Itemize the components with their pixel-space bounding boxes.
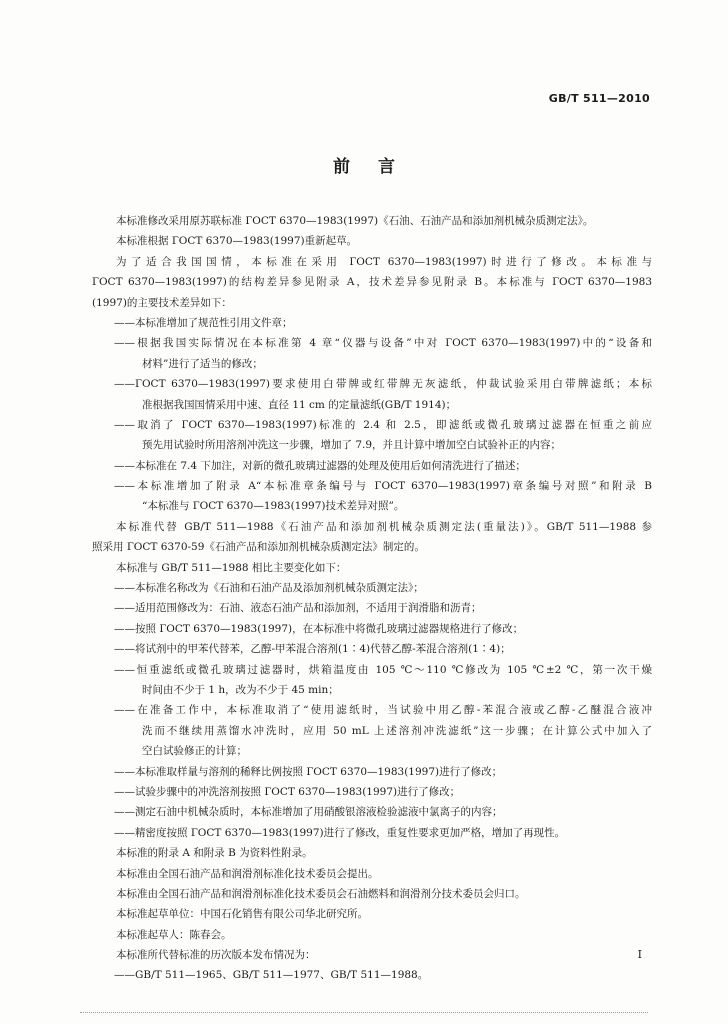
text-line: ——将试剂中的甲苯代替苯，乙醇-甲苯混合溶剂(1∶4)代替乙醇-苯混合溶剂(1∶4)； [114, 643, 511, 656]
text-line: 本标准根据 ГОСТ 6370—1983(1997)重新起草。 [116, 235, 358, 248]
text-line: 本标准所代替标准的历次版本发布情况为： [116, 949, 316, 962]
standard-number: GB/T 511—2010 [548, 92, 650, 105]
text-line: ГОСТ 6370—1983(1997)的结构差异参见附录 A，技术差异参见附录 B。本标准与 ГОСТ 6370—1983 [92, 276, 652, 289]
text-line: 本标准起草人：陈春会。 [116, 928, 232, 941]
text-line: ——GB/T 511—1965、GB/T 511—1977、GB/T 511—1988。 [114, 969, 429, 982]
text-line: 本标准的附录 A 和附录 B 为资料性附录。 [116, 847, 313, 860]
text-line: 预先用试验时所用溶剂冲洗这一步骤，增加了 7.9，并且计算中增加空白试验补正的内容； [142, 439, 562, 452]
text-line: ——按照 ГОСТ 6370—1983(1997)，在本标准中将微孔玻璃过滤器规格进行了修改； [114, 622, 524, 635]
text-line: ——根据我国实际情况在本标准第 4 章“仪器与设备”中对 ГОСТ 6370—1983(1997)中的“设备和 [114, 337, 652, 350]
text-line: ——测定石油中机械杂质时，本标准增加了用硝酸银溶液检验滤液中氯离子的内容； [114, 806, 503, 819]
page-title: 前言 [333, 157, 423, 177]
page-number: I [637, 948, 642, 961]
text-line: 本标准起草单位：中国石化销售有限公司华北研究所。 [116, 908, 368, 921]
text-line: ——取消了 ГОСТ 6370—1983(1997)标准的 2.4 和 2.5，即滤纸或微孔玻璃过滤器在恒重之前应 [114, 418, 652, 431]
text-line: ——本标准名称改为《石油和石油产品及添加剂机械杂质测定法》； [114, 582, 424, 595]
text-line: 空白试验修正的计算； [142, 745, 247, 758]
text-line: ——恒重滤纸或微孔玻璃过滤器时，烘箱温度由 105 ℃～110 ℃修改为 105 ℃±2 ℃，第一次干燥 [114, 663, 652, 676]
text-line: 材料”进行了适当的修改； [142, 357, 263, 370]
text-line: 本标准由全国石油产品和润滑剂标准化技术委员会石油燃料和润滑剂分技术委员会归口。 [116, 887, 526, 900]
text-line: ——试验步骤中的冲洗溶剂按照 ГОСТ 6370—1983(1997)进行了修改； [114, 785, 461, 798]
text-line: 时间由不少于 1 h，改为不少于 45 min； [142, 683, 339, 696]
text-line: ——本标准取样量与溶剂的稀释比例按照 ГОСТ 6370—1983(1997)进行了修改； [114, 765, 503, 778]
foreword-body [92, 211, 652, 986]
text-line: ——本标准在 7.4 下加注，对新的微孔玻璃过滤器的处理及使用后如何清洗进行了描述； [114, 459, 526, 472]
text-line: ——本标准增加了附录 A“本标准章条编号与 ГОСТ 6370—1983(1997)章条编号对照”和附录 B [114, 480, 652, 493]
text-line: ——在准备工作中，本标准取消了“使用滤纸时，当试验中用乙醇-苯混合液或乙醇-乙醚混合液冲 [114, 704, 652, 717]
text-line: 为了适合我国国情，本标准在采用 ГОСТ 6370—1983(1997)时进行了修改。本标准与 [116, 255, 652, 268]
text-line: ——适用范围修改为：石油、液态石油产品和添加剂，不适用于润滑脂和沥青； [114, 602, 482, 615]
text-line: 本标准与 GB/T 511—1988 相比主要变化如下： [116, 561, 347, 574]
text-line: ——ГОСТ 6370—1983(1997)要求使用白带牌或红带牌无灰滤纸，仲裁试验采用白带牌滤纸；本标 [114, 378, 652, 391]
text-line: “本标准与 ГОСТ 6370—1983(1997)技术差异对照”。 [142, 500, 405, 513]
text-line: 本标准代替 GB/T 511—1988《石油产品和添加剂机械杂质测定法(重量法)》。GB/T 511—1988 参 [116, 520, 652, 533]
bottom-divider [80, 1012, 648, 1013]
text-line: 洗而不继续用蒸馏水冲洗时，应用 50 mL 上述溶剂冲洗滤纸”这一步骤；在计算公式中加入了 [142, 724, 652, 737]
text-line: ——精密度按照 ГОСТ 6370—1983(1997)进行了修改，重复性要求更加严格，增加了再现性。 [114, 826, 566, 839]
text-line: (1997)的主要技术差异如下： [92, 296, 232, 309]
text-line: 本标准修改采用原苏联标准 ГОСТ 6370—1983(1997)《石油、石油产品和添加剂机械杂质测定法》。 [116, 215, 594, 227]
text-line: ——本标准增加了规范性引用文件章； [114, 316, 293, 329]
text-line: 本标准由全国石油产品和润滑剂标准化技术委员会提出。 [116, 867, 379, 880]
text-line: 照采用 ГОСТ 6370-59《石油产品和添加剂机械杂质测定法》制定的。 [92, 541, 425, 554]
text-line: 准根据我国国情采用中速、直径 11 cm 的定量滤纸(GB/T 1914)； [142, 398, 457, 411]
